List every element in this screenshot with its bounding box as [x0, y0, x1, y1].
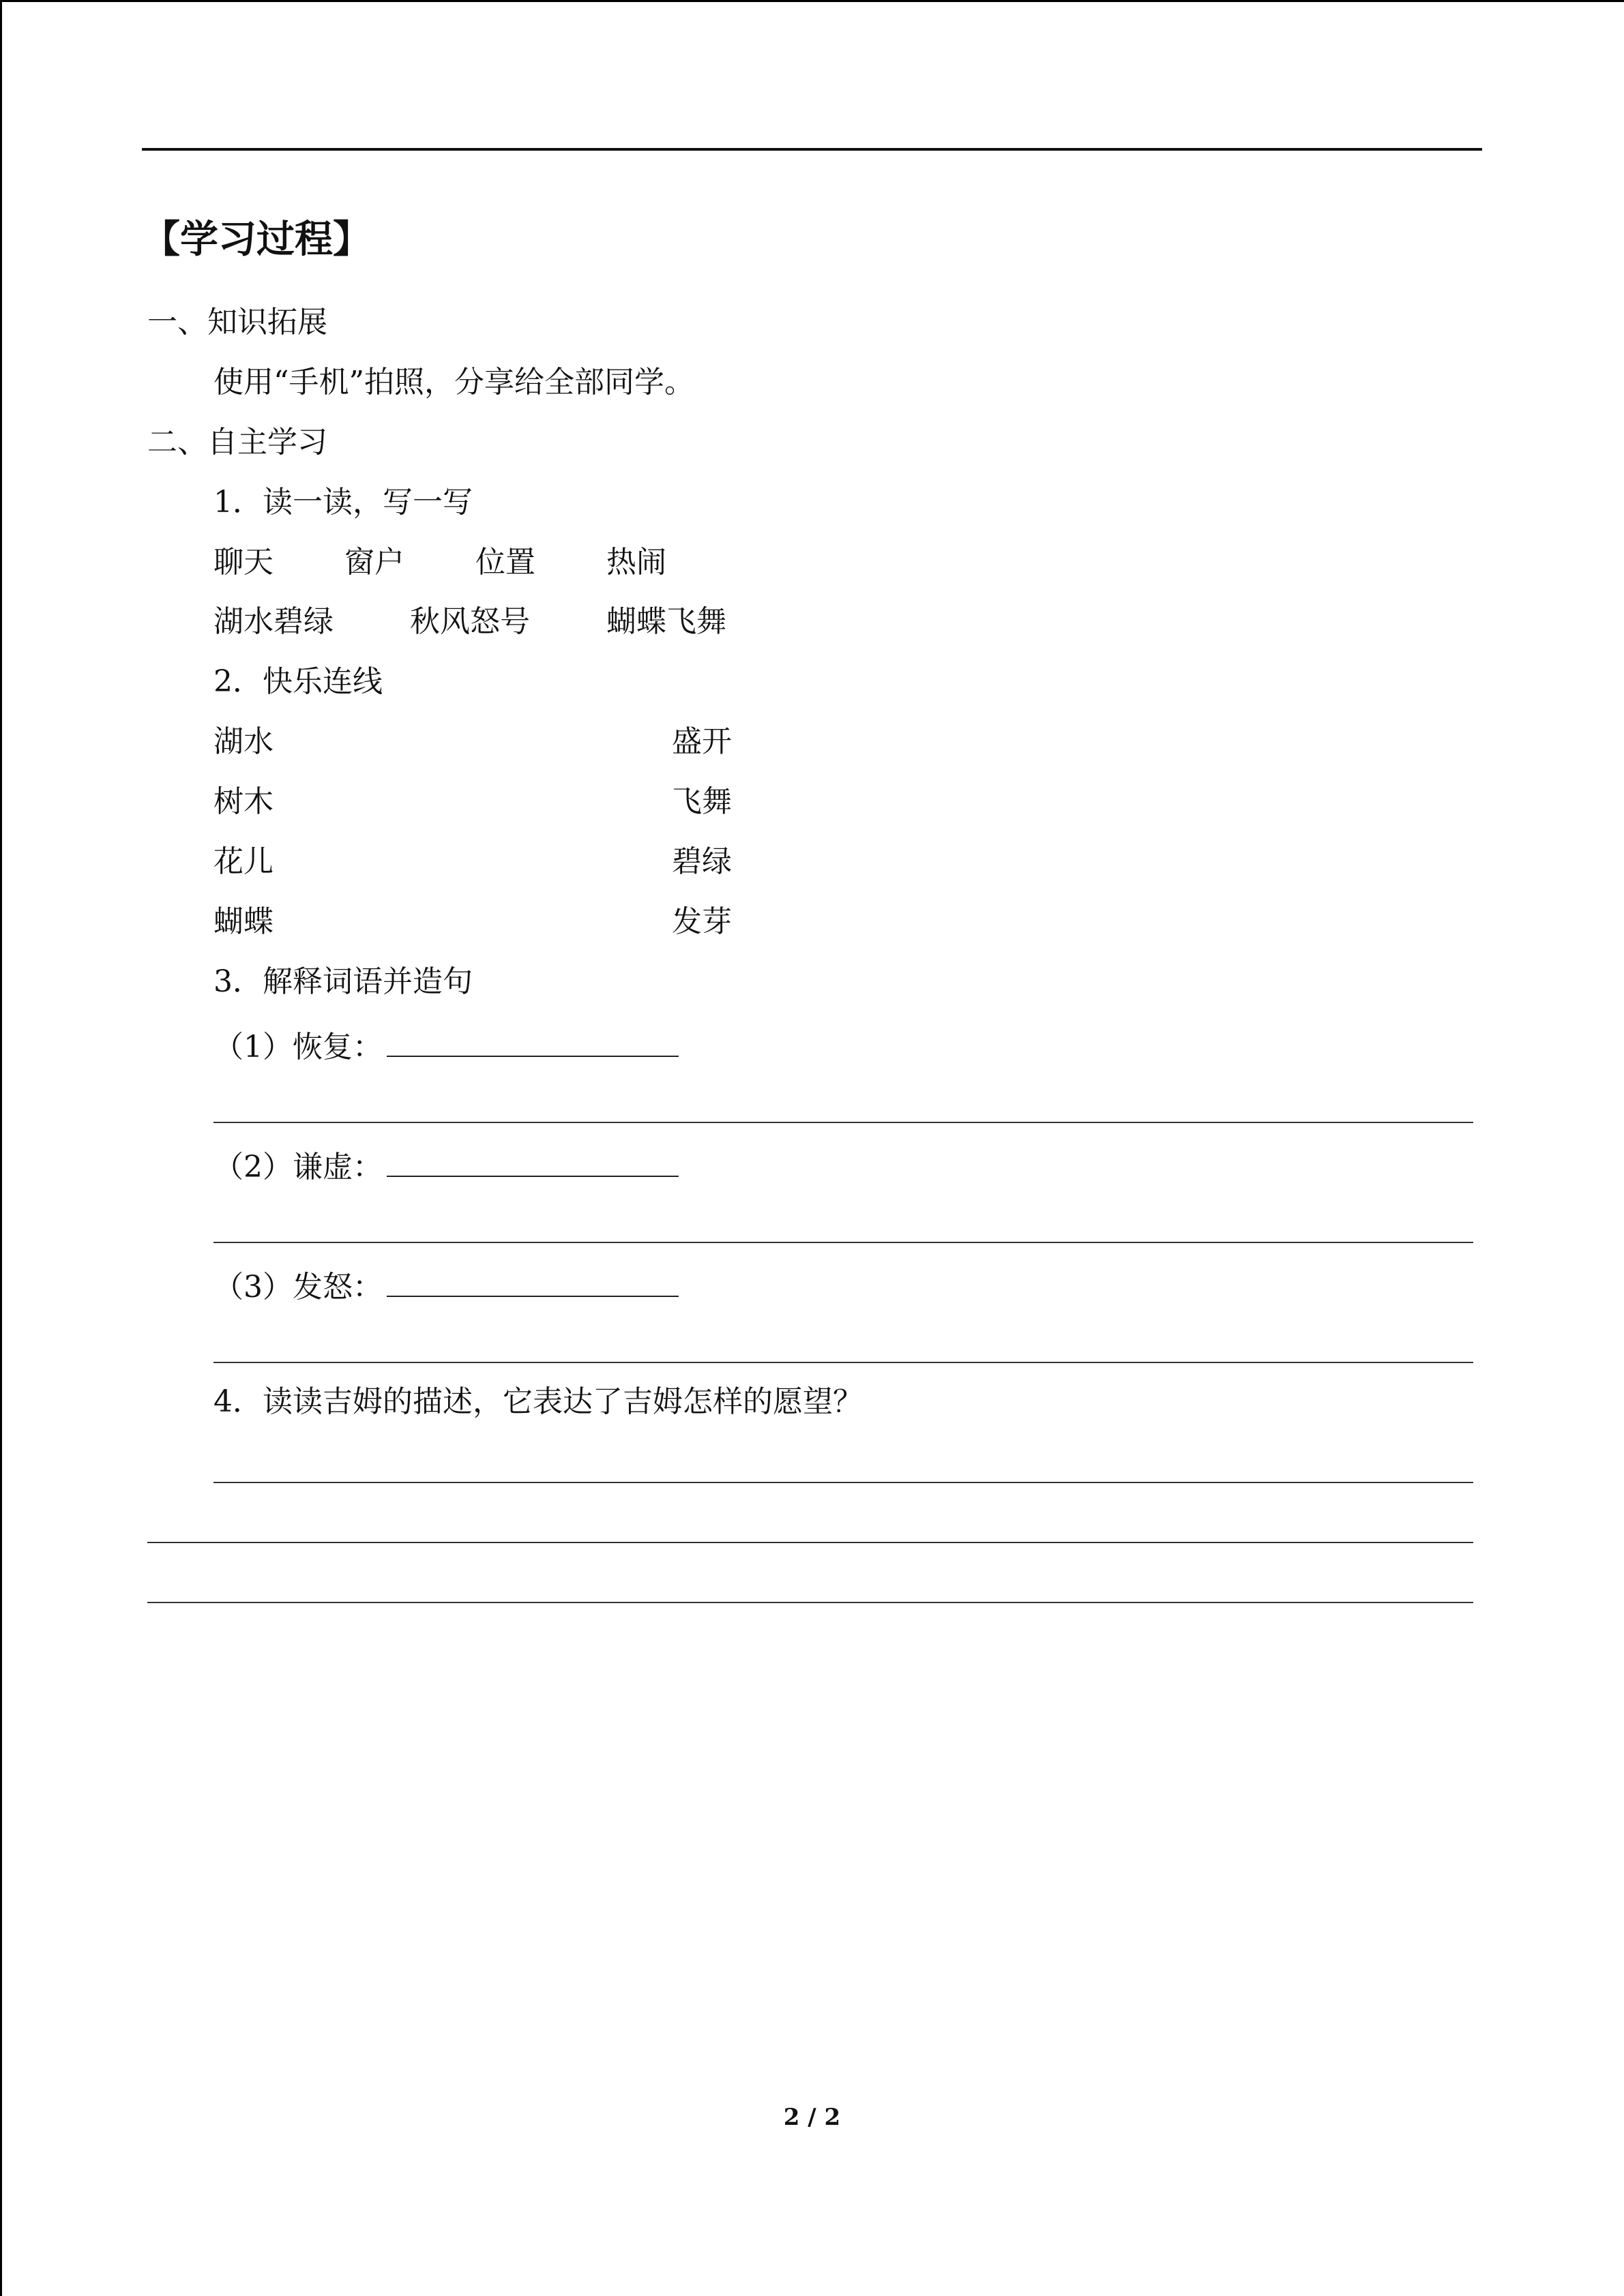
word-item: 位置 [475, 545, 535, 580]
page-title: 【学习过程】 [142, 217, 371, 262]
term-item-3 [213, 1262, 679, 1308]
answer-line[interactable] [213, 1482, 1473, 1483]
phrase-item: 湖水碧绿 [213, 604, 334, 639]
phrase-item: 蝴蝶飞舞 [606, 604, 726, 639]
definition-blank[interactable] [387, 1262, 679, 1297]
sentence-line[interactable] [213, 1362, 1473, 1363]
page-number: 2 / 2 [783, 2104, 841, 2131]
answer-line[interactable] [147, 1542, 1473, 1543]
header-rule [142, 148, 1482, 151]
match-left-item: 树木 [213, 784, 274, 819]
match-left-item: 蝴蝶 [213, 904, 274, 939]
question-2-label: 2．快乐连线 [213, 664, 383, 699]
section-text-knowledge: 使用“手机”拍照，分享给全部同学。 [213, 365, 694, 400]
definition-blank[interactable] [387, 1022, 679, 1057]
word-item: 热闹 [606, 545, 666, 580]
answer-line[interactable] [147, 1602, 1473, 1603]
word-item: 聊天 [213, 545, 274, 580]
match-left-item: 湖水 [213, 724, 274, 759]
question-4-label: 4．读读吉姆的描述，它表达了吉姆怎样的愿望？ [213, 1384, 863, 1419]
sentence-line[interactable] [213, 1242, 1473, 1243]
match-right-item: 碧绿 [672, 844, 732, 879]
term-item-1 [213, 1022, 679, 1068]
term-label: （3）发怒： [213, 1270, 383, 1304]
question-3-label: 3．解释词语并造句 [213, 964, 473, 999]
word-item: 窗户 [344, 545, 404, 580]
term-label: （2）谦虚： [213, 1150, 383, 1184]
section-heading-knowledge: 一、知识拓展 [147, 305, 327, 340]
sentence-line[interactable] [213, 1122, 1473, 1123]
match-right-item: 发芽 [672, 904, 732, 939]
match-right-item: 盛开 [672, 724, 732, 759]
definition-blank[interactable] [387, 1142, 679, 1177]
term-label: （1）恢复： [213, 1030, 383, 1064]
question-1-label: 1．读一读，写一写 [213, 485, 473, 520]
phrase-item: 秋风怒号 [410, 604, 530, 639]
term-item-2 [213, 1142, 679, 1188]
match-right-item: 飞舞 [672, 784, 732, 819]
match-left-item: 花儿 [213, 844, 274, 879]
section-heading-self-study: 二、自主学习 [147, 425, 327, 460]
